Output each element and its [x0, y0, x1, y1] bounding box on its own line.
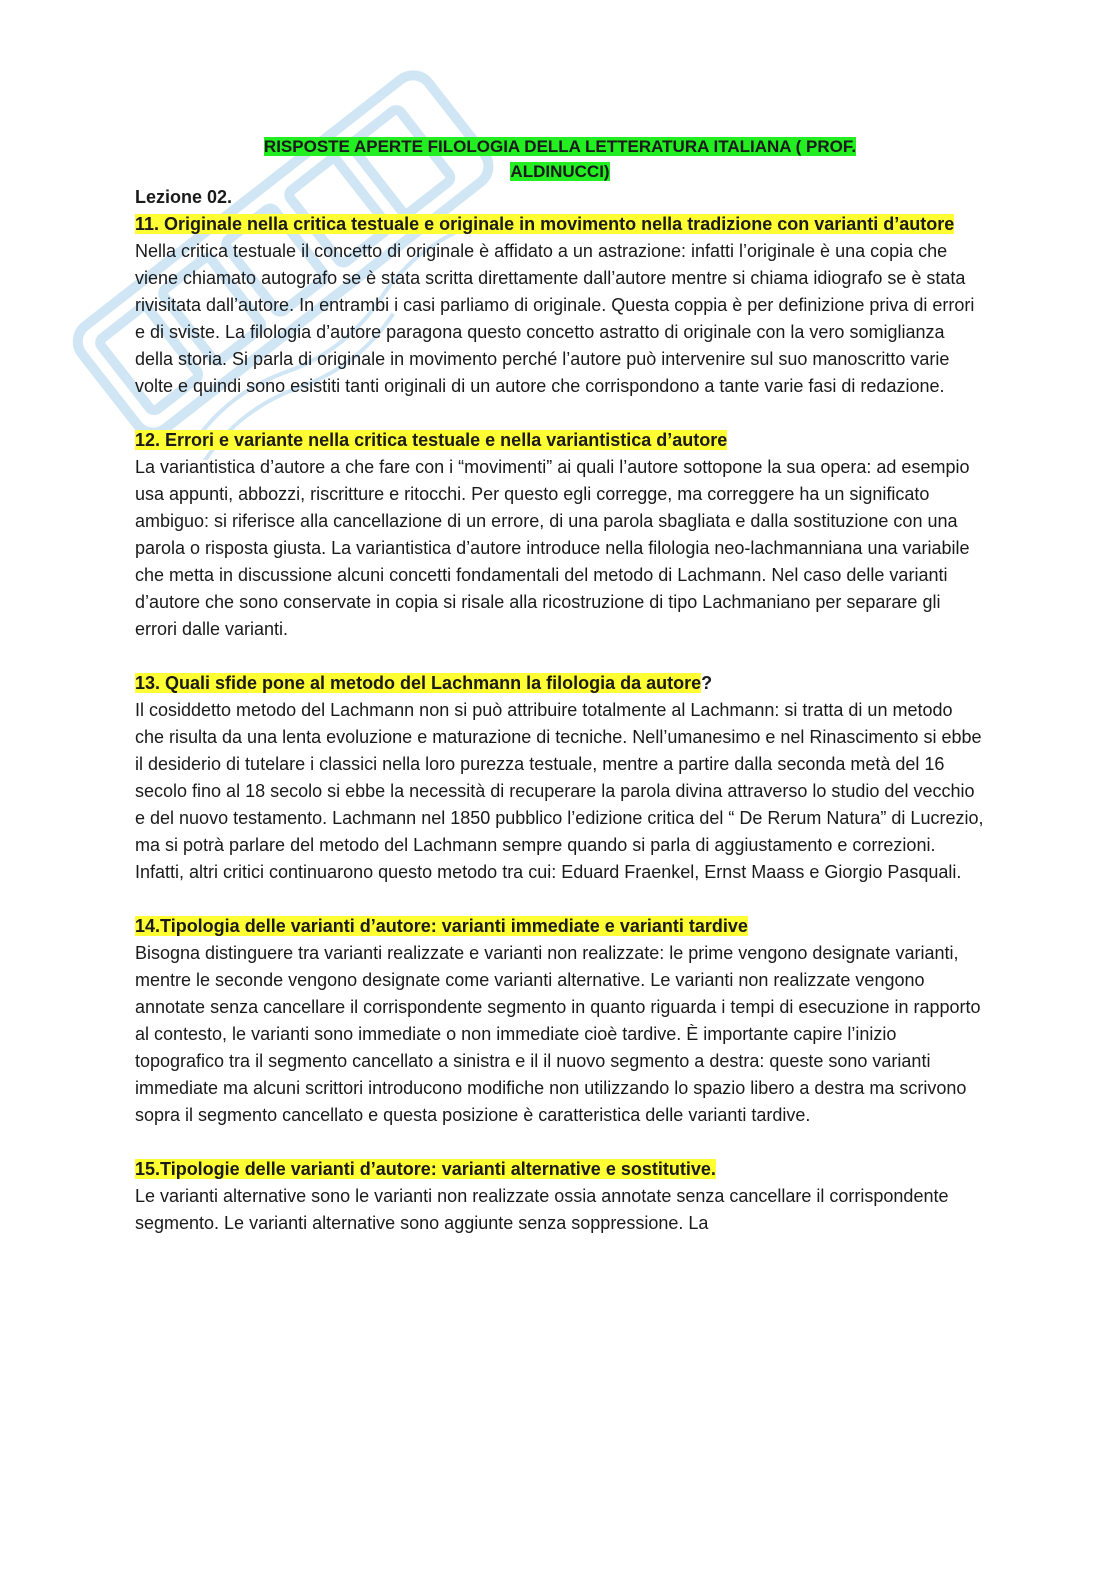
- section-14: [135, 913, 985, 1129]
- section-body: Il cosiddetto metodo del Lachmann non si può attribuire totalmente al Lachmann: si tratta di un metodo che risulta da una lenta evoluzione e maturazione di tecniche. Nell’umanesimo e nel Rinascimento si ebbe il desiderio di tutelare i classici nella loro purezza testuale, mentre a partire dalla seconda metà del 16 secolo fino al 18 secolo si ebbe la necessità di recuperare la parola divina attraverso lo studio del vecchio e del nuovo testamento. Lachmann nel 1850 pubblico l’edizione critica del “ De Rerum Natura” di Lucrezio, ma si potrà parlare del metodo del Lachmann sempre quando si parla di aggiustamento e correzioni. Infatti, altri critici continuarono questo metodo tra cui: Eduard Fraenkel, Ernst Maass e Giorgio Pasquali.: [135, 700, 984, 882]
- section-title: [135, 1156, 985, 1183]
- section-15: [135, 1156, 985, 1237]
- section-title-text: 11. Originale nella critica testuale e originale in movimento nella tradizione con varianti d’autore: [135, 214, 955, 234]
- section-12: [135, 427, 985, 643]
- title-line-1: RISPOSTE APERTE FILOLOGIA DELLA LETTERATURA ITALIANA ( PROF.: [263, 137, 857, 156]
- section-title: [135, 427, 985, 454]
- document-page: [135, 134, 985, 1237]
- section-body: Le varianti alternative sono le varianti non realizzate ossia annotate senza cancellare il corrispondente segmento. Le varianti alternative sono aggiunte senza soppressione. La: [135, 1186, 949, 1233]
- section-title-text: 14.Tipologia delle varianti d’autore: varianti immediate e varianti tardive: [135, 916, 748, 936]
- title-line-2: ALDINUCCI): [510, 162, 610, 181]
- section-body: Bisogna distinguere tra varianti realizzate e varianti non realizzate: le prime vengono designate varianti, mentre le seconde vengono designate come varianti alternative. Le varianti non realizzate vengono annotate senza cancellare il corrispondente segmento in quanto riguarda i tempi di esecuzione in rapporto al contesto, le varianti sono immediate o non immediate cioè tardive. È importante capire l’inizio topografico tra il segmento cancellato a sinistra e il il nuovo segmento a destra: queste sono varianti immediate ma alcuni scrittori introducono modifiche non utilizzando lo spazio libero a destra ma scrivono sopra il segmento cancellato e questa posizione è caratteristica delle varianti tardive.: [135, 943, 981, 1125]
- section-title-text: 12. Errori e variante nella critica testuale e nella variantistica d’autore: [135, 430, 728, 450]
- section-body: Nella critica testuale il concetto di originale è affidato a un astrazione: infatti l’originale è una copia che viene chiamato autografo se è stata scritta direttamente dall’autore mentre si chiama idiografo se è stata rivisitata dall’autore. In entrambi i casi parliamo di originale. Questa coppia è per definizione priva di errori e di sviste. La filologia d’autore paragona questo concetto astratto di originale con la vero somiglianza della storia. Si parla di originale in movimento perché l’autore può intervenire sul suo manoscritto varie volte e quindi sono esistiti tanti originali di un autore che corrispondono a tante varie fasi di redazione.: [135, 241, 975, 396]
- section-body: La variantistica d’autore a che fare con i “movimenti” ai quali l’autore sottopone la sua opera: ad esempio usa appunti, abbozzi, riscritture e ritocchi. Per questo egli corregge, ma correggere ha un significato ambiguo: si riferisce alla cancellazione di un errore, di una parola sbagliata e dalla sostituzione con una parola o risposta giusta. La variantistica d’autore introduce nella filologia neo-lachmanniana una variabile che metta in discussione alcuni concetti fondamentali del metodo di Lachmann. Nel caso delle varianti d’autore che sono conservate in copia si risale alla ricostruzione di tipo Lachmaniano per separare gli errori dalle varianti.: [135, 457, 970, 639]
- document-title: [135, 134, 985, 184]
- section-title-text: 13. Quali sfide pone al metodo del Lachmann la filologia da autore: [135, 673, 702, 693]
- section-title: [135, 913, 985, 940]
- section-title-suffix: ?: [701, 673, 713, 693]
- section-title: [135, 211, 985, 238]
- section-title: [135, 670, 985, 697]
- section-11: [135, 211, 985, 400]
- section-title-text: 15.Tipologie delle varianti d’autore: varianti alternative e sostitutive.: [135, 1159, 716, 1179]
- section-13: [135, 670, 985, 886]
- lesson-heading: Lezione 02.: [135, 187, 233, 207]
